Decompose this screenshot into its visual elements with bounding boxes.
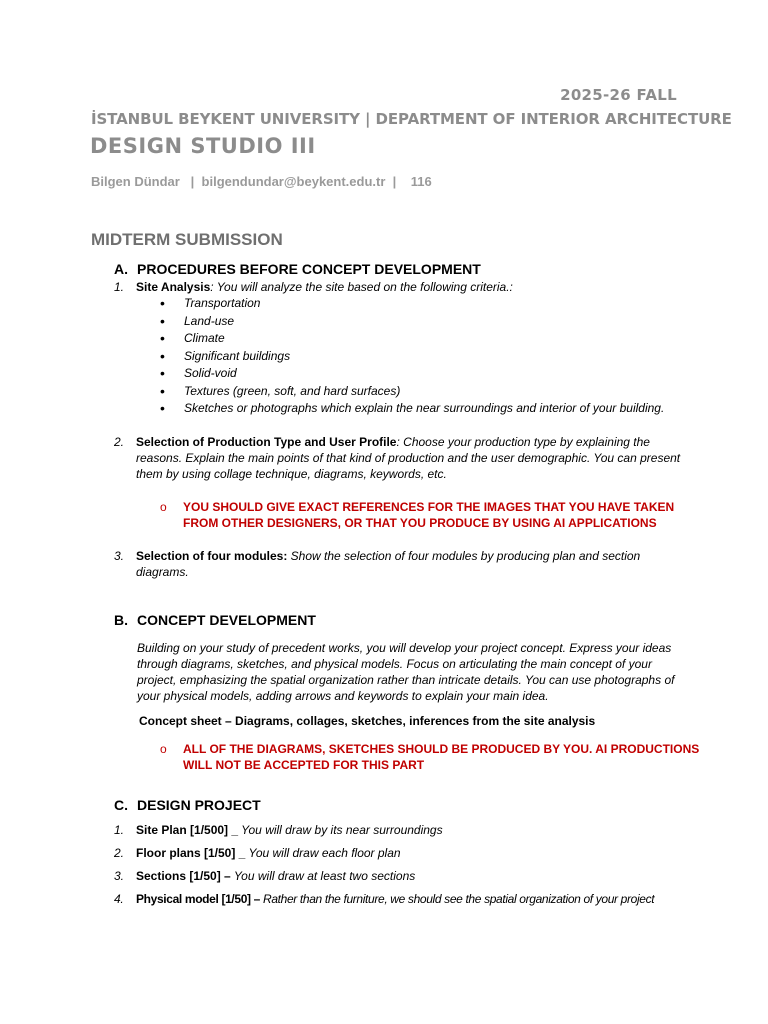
paragraph-line: your physical models, adding arrows and keywords to explain your main idea.	[137, 689, 549, 703]
paragraph-line: through diagrams, sketches, and physical models. Focus on articulating the main concept of your	[137, 657, 652, 671]
item-number: 1.	[114, 823, 125, 837]
circle-bullet-icon: o	[160, 500, 167, 514]
criteria-item: • Solid-void	[160, 365, 664, 383]
deliverable-text: Rather than the furniture, we should see the spatial organization of your project	[260, 892, 655, 906]
ai-productions-warning	[160, 741, 720, 773]
site-plan-item	[114, 822, 714, 838]
item-number: 2.	[114, 846, 125, 860]
item-number: 3.	[114, 869, 125, 883]
item-number: 3.	[114, 549, 125, 563]
four-modules-text-line-1: Show the selection of four modules by producing plan and section	[287, 549, 641, 563]
physical-model-item	[114, 891, 734, 907]
criteria-item: • Transportation	[160, 295, 664, 313]
university-department-line: İSTANBUL BEYKENT UNIVERSITY | DEPARTMENT OF INTERIOR ARCHITECTURE	[91, 110, 732, 128]
section-b-heading	[114, 612, 316, 628]
semester-label: 2025-26 FALL	[560, 86, 677, 104]
item-number: 4.	[114, 892, 124, 906]
criteria-item: • Significant buildings	[160, 348, 664, 366]
sections-item	[114, 868, 714, 884]
item-number: 1.	[114, 280, 125, 294]
deliverable-text: You will draw by its near surroundings	[238, 823, 443, 837]
section-c-heading	[114, 797, 261, 813]
deliverable-label: Sections [1/50] –	[136, 869, 231, 883]
instructor-contact: Bilgen Dündar | bilgendundar@beykent.edu.tr | 116	[91, 174, 432, 189]
production-type-label: Selection of Production Type and User Profile	[136, 435, 397, 449]
production-type-text-line-2: reasons. Explain the main points of that kind of production and the user demographic. You can present	[136, 451, 681, 465]
section-b-title: CONCEPT DEVELOPMENT	[137, 612, 316, 628]
section-b-letter: B.	[114, 612, 128, 628]
section-a-letter: A.	[114, 261, 128, 277]
concept-sheet-line: Concept sheet – Diagrams, collages, sketches, inferences from the site analysis	[139, 714, 596, 728]
section-a-heading	[114, 261, 481, 277]
four-modules-item	[114, 548, 694, 580]
section-c-letter: C.	[114, 797, 128, 813]
site-analysis-item	[114, 279, 674, 295]
concept-development-paragraph	[137, 640, 707, 704]
criteria-item: • Sketches or photographs which explain the near surroundings and interior of your building.	[160, 400, 664, 418]
production-type-text-line-1: : Choose your production type by explaining the	[396, 435, 650, 449]
section-c-title: DESIGN PROJECT	[137, 797, 261, 813]
references-warning	[160, 499, 720, 531]
circle-bullet-icon: o	[160, 742, 167, 756]
site-analysis-text: : You will analyze the site based on the following criteria.:	[210, 280, 513, 294]
criteria-item: • Climate	[160, 330, 664, 348]
deliverable-text: You will draw at least two sections	[230, 869, 416, 883]
criteria-item: • Land-use	[160, 313, 664, 331]
midterm-heading: MIDTERM SUBMISSION	[91, 230, 283, 249]
section-a-title: PROCEDURES BEFORE CONCEPT DEVELOPMENT	[137, 261, 481, 277]
four-modules-label: Selection of four modules:	[136, 549, 288, 563]
site-analysis-criteria-list	[160, 295, 664, 418]
production-type-item	[114, 434, 694, 482]
deliverable-label: Physical model [1/50] –	[136, 892, 261, 906]
criteria-item: • Textures (green, soft, and hard surfaces)	[160, 383, 664, 401]
deliverable-label: Site Plan [1/500] _	[136, 823, 239, 837]
item-number: 2.	[114, 435, 125, 449]
references-warning-text: YOU SHOULD GIVE EXACT REFERENCES FOR THE IMAGES THAT YOU HAVE TAKEN FROM OTHER DESIGNERS, OR THAT YOU PRODUCE BY USING AI APPLICATIONS	[183, 500, 675, 530]
deliverable-text: You will draw each floor plan	[245, 846, 401, 860]
paragraph-line: Building on your study of precedent works, you will develop your project concept. Express your ideas	[137, 641, 672, 655]
four-modules-text-line-2: diagrams.	[136, 565, 189, 579]
production-type-text-line-3: them by using collage technique, diagrams, keywords, etc.	[136, 467, 447, 481]
course-title: DESIGN STUDIO III	[90, 134, 316, 158]
ai-productions-warning-text: ALL OF THE DIAGRAMS, SKETCHES SHOULD BE PRODUCED BY YOU. AI PRODUCTIONS WILL NOT BE ACCEPTED FOR THIS PART	[183, 742, 700, 772]
site-analysis-label: Site Analysis	[136, 280, 211, 294]
paragraph-line: project, emphasizing the spatial organization rather than intricate details. You can use photographs of	[137, 673, 675, 687]
floor-plans-item	[114, 845, 714, 861]
deliverable-label: Floor plans [1/50] _	[136, 846, 246, 860]
